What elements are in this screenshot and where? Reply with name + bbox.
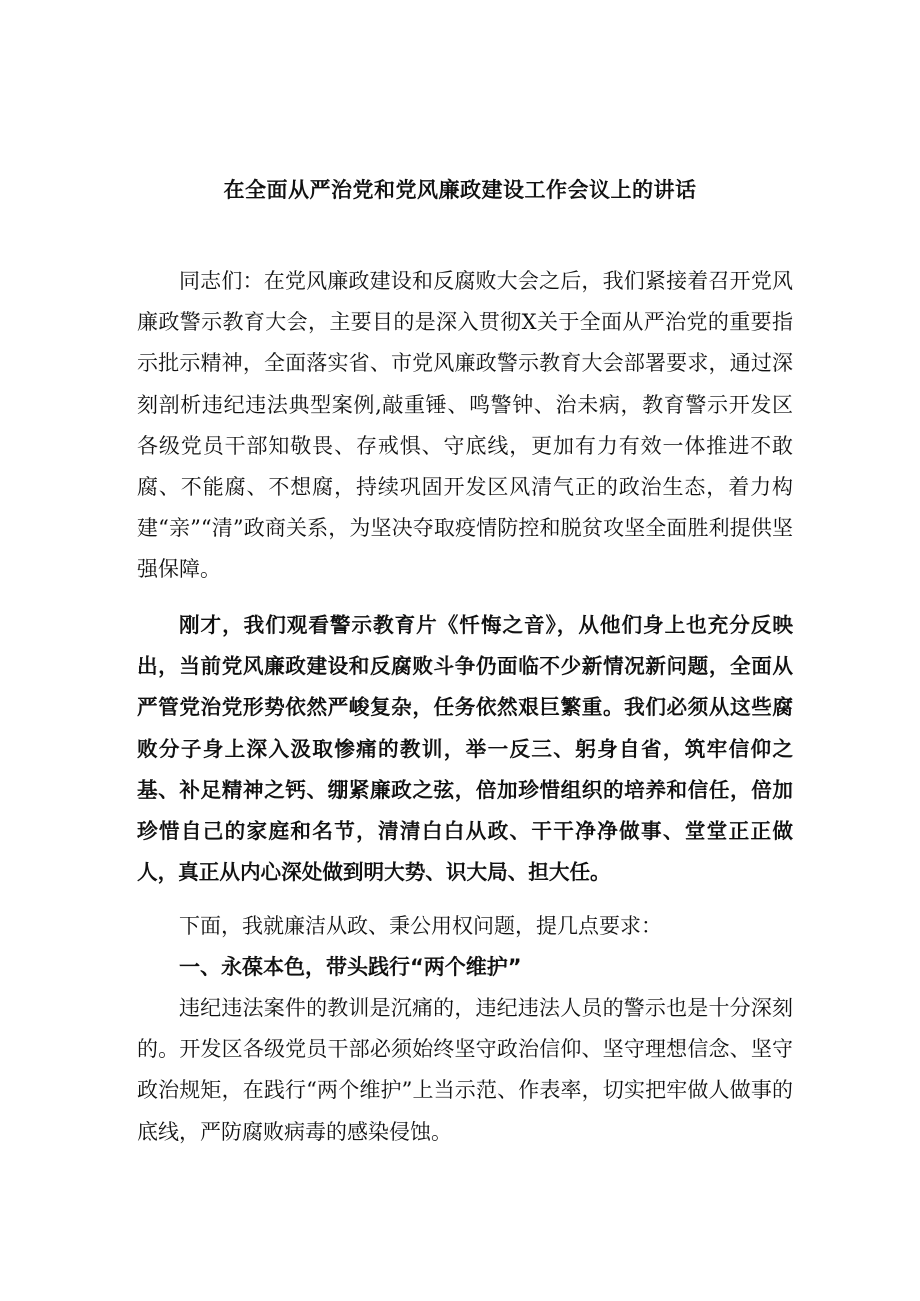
paragraph-opening: 同志们：在党风廉政建设和反腐败大会之后，我们紧接着召开党风廉政警示教育大会，主要目的是深入贯彻X关于全面从严治党的重要指示批示精神，全面落实省、市党风廉政警示教育大会部署要求，通过深刻剖析违纪违法典型案例,敲重锤、鸣警钟、治未病，教育警示开发区各级党员干部知敬畏、存戒惧、守底线，更加有力有效一体推进不敢腐、不能腐、不想腐，持续巩固开发区风清气正的政治生态，着力构建“亲”“清”政商关系，为坚决夺取疫情防控和脱贫攻坚全面胜利提供坚强保障。 xyxy=(137,269,793,582)
paragraph-section-1: 违纪违法案件的教训是沉痛的，违纪违法人员的警示也是十分深刻的。开发区各级党员干部必须始终坚守政治信仰、坚守理想信念、坚守政治规矩，在践行“两个维护”上当示范、作表率，切实把牢做人做事的底线，严防腐败病毒的感染侵蚀。 xyxy=(137,996,793,1144)
paragraph-warning-film: 刚才，我们观看警示教育片《忏悔之音》，从他们身上也充分反映出，当前党风廉政建设和反腐败斗争仍面临不少新情况新问题，全面从严管党治党形势依然严峻复杂，任务依然艰巨繁重。我们必须从这些腐败分子身上深入汲取惨痛的教训，举一反三、躬身自省，筑牢信仰之基、补足精神之钙、绷紧廉政之弦，倍加珍惜组织的培养和信任，倍加珍惜自己的家庭和名节，清清白白从政、干干净净做事、堂堂正正做人，真正从内心深处做到明大势、识大局、担大任。 xyxy=(137,613,793,885)
document-title: 在全面从严治党和党风廉政建设工作会议上的讲话 xyxy=(223,178,697,202)
section-heading-1: 一、永葆本色，带头践行“两个维护” xyxy=(179,955,522,979)
paragraph-requirements-intro: 下面，我就廉洁从政、秉公用权问题，提几点要求： xyxy=(179,914,662,938)
